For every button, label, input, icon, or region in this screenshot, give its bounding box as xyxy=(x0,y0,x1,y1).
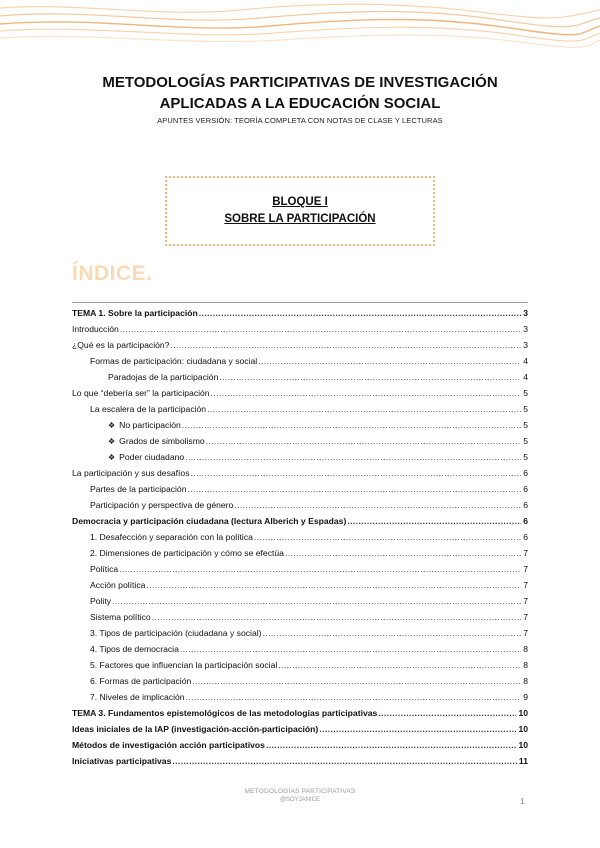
bloque-number: BLOQUE I xyxy=(272,196,328,208)
toc-entry-text: TEMA 3. Fundamentos epistemológicos de las metodologías participativas xyxy=(72,708,378,718)
toc-entry[interactable] xyxy=(108,452,528,463)
toc-entry[interactable] xyxy=(72,308,528,319)
toc-entry-page: 10 xyxy=(518,708,528,718)
toc-entry-page: 11 xyxy=(518,756,528,766)
toc-entry-label xyxy=(108,372,218,383)
toc-entry-label xyxy=(72,708,377,719)
toc-entry-text: Democracia y participación ciudadana (lectura Alberich y Espadas) xyxy=(72,516,347,526)
toc-entry-label xyxy=(90,548,284,559)
toc-entry-label xyxy=(90,644,179,655)
toc-dot-leader xyxy=(219,372,521,383)
toc-entry[interactable] xyxy=(90,356,528,367)
toc-entry-label xyxy=(90,564,118,575)
toc-dot-leader xyxy=(191,468,522,479)
toc-entry-text: Paradojas de la participación xyxy=(108,372,219,382)
toc-dot-leader xyxy=(112,596,521,607)
toc-entry-page: 3 xyxy=(523,324,528,334)
toc-entry-label xyxy=(90,580,145,591)
toc-entry[interactable] xyxy=(90,644,528,655)
toc-entry[interactable] xyxy=(90,532,528,543)
diamond-bullet-icon: ❖ xyxy=(108,453,116,462)
toc-entry[interactable] xyxy=(72,724,528,735)
toc-entry-text: Partes de la participación xyxy=(90,484,187,494)
toc-dot-leader xyxy=(347,516,521,527)
toc-entry-text: Lo que “debería ser” la participación xyxy=(72,388,210,398)
bloque-box xyxy=(165,176,435,246)
toc-entry[interactable] xyxy=(90,404,528,415)
toc-entry[interactable] xyxy=(72,388,528,399)
toc-entry-page: 6 xyxy=(523,484,528,494)
toc-dot-leader xyxy=(234,500,521,511)
toc-entry[interactable] xyxy=(72,468,528,479)
index-divider xyxy=(72,302,528,303)
page-number: 1 xyxy=(520,796,525,806)
index-heading: ÍNDICE. xyxy=(72,262,153,285)
toc-entry[interactable] xyxy=(72,324,528,335)
toc-entry-page: 7 xyxy=(523,612,528,622)
toc-entry-text: Grados de simbolismo xyxy=(119,436,205,446)
toc-entry-label xyxy=(90,596,111,607)
toc-entry-text: Introducción xyxy=(72,324,119,334)
toc-entry-text: Formas de participación: ciudadana y social xyxy=(90,356,258,366)
toc-dot-leader xyxy=(378,708,516,719)
toc-dot-leader xyxy=(263,628,522,639)
toc-entry-page: 6 xyxy=(523,500,528,510)
toc-entry[interactable] xyxy=(90,628,528,639)
toc-entry-page: 9 xyxy=(523,692,528,702)
toc-entry-text: ¿Qué es la participación? xyxy=(72,340,170,350)
toc-entry-page: 10 xyxy=(518,740,528,750)
toc-entry-label xyxy=(90,484,187,495)
toc-dot-leader xyxy=(199,308,521,319)
toc-entry[interactable] xyxy=(90,676,528,687)
toc-dot-leader xyxy=(192,676,521,687)
document-subtitle: APUNTES VERSIÓN: TEORÍA COMPLETA CON NOTAS DE CLASE Y LECTURAS xyxy=(157,116,443,125)
toc-dot-leader xyxy=(258,356,521,367)
toc-dot-leader xyxy=(119,564,521,575)
toc-dot-leader xyxy=(172,756,517,767)
toc-dot-leader xyxy=(254,532,521,543)
toc-entry[interactable] xyxy=(108,372,528,383)
toc-dot-leader xyxy=(185,452,521,463)
toc-entry-label xyxy=(108,420,181,431)
toc-entry-label xyxy=(108,452,184,463)
toc-entry[interactable] xyxy=(90,548,528,559)
toc-entry-label xyxy=(72,468,190,479)
toc-entry-text: Polity xyxy=(90,596,112,606)
document-title-line-1: METODOLOGÍAS PARTICIPATIVAS DE INVESTIGACIÓN xyxy=(102,74,498,91)
toc-entry[interactable] xyxy=(72,516,528,527)
toc-dot-leader xyxy=(170,340,521,351)
toc-entry-text: La participación y sus desafíos xyxy=(72,468,190,478)
toc-dot-leader xyxy=(206,436,522,447)
toc-dot-leader xyxy=(319,724,516,735)
toc-dot-leader xyxy=(211,388,522,399)
toc-entry-page: 5 xyxy=(523,452,528,462)
toc-entry-text: 6. Formas de participación xyxy=(90,676,192,686)
toc-entry-page: 6 xyxy=(523,532,528,542)
toc-entry-page: 7 xyxy=(523,596,528,606)
toc-entry-page: 7 xyxy=(523,564,528,574)
toc-entry-label xyxy=(72,340,169,351)
toc-entry-page: 5 xyxy=(523,404,528,414)
toc-entry-page: 7 xyxy=(523,580,528,590)
toc-entry-page: 5 xyxy=(523,420,528,430)
toc-entry[interactable] xyxy=(72,708,528,719)
toc-dot-leader xyxy=(285,548,521,559)
toc-entry-text: Poder ciudadano xyxy=(119,452,185,462)
toc-entry[interactable] xyxy=(108,420,528,431)
toc-entry-page: 7 xyxy=(523,548,528,558)
diamond-bullet-icon: ❖ xyxy=(108,421,116,430)
toc-entry-label xyxy=(90,404,206,415)
toc-entry-text: 3. Tipos de participación (ciudadana y social) xyxy=(90,628,262,638)
diamond-bullet-icon: ❖ xyxy=(108,437,116,446)
toc-entry[interactable] xyxy=(90,660,528,671)
toc-entry[interactable] xyxy=(72,756,528,767)
toc-entry[interactable] xyxy=(108,436,528,447)
toc-entry-text: Ideas iniciales de la IAP (investigación-acción-participación) xyxy=(72,724,319,734)
toc-entry-text: Iniciativas participativas xyxy=(72,756,172,766)
toc-entry-page: 3 xyxy=(523,340,528,350)
toc-entry-label xyxy=(90,660,277,671)
bloque-title: SOBRE LA PARTICIPACIÓN xyxy=(224,213,376,225)
toc-entry-text: 1. Desafección y separación con la política xyxy=(90,532,253,542)
toc-entry-label xyxy=(90,612,151,623)
toc-dot-leader xyxy=(146,580,521,591)
toc-entry-label xyxy=(90,676,191,687)
toc-entry-page: 8 xyxy=(523,676,528,686)
toc-entry-text: 2. Dimensiones de participación y cómo se efectúa xyxy=(90,548,284,558)
footer-title: METODOLOGÍAS PARTICIPATIVAS xyxy=(244,788,356,795)
toc-entry-page: 7 xyxy=(523,628,528,638)
toc-entry-label xyxy=(90,500,233,511)
toc-entry[interactable] xyxy=(90,564,528,575)
toc-entry-text: La escalera de la participación xyxy=(90,404,207,414)
toc-entry-page: 5 xyxy=(523,436,528,446)
toc-entry-text: Participación y perspectiva de género xyxy=(90,500,234,510)
toc-entry[interactable] xyxy=(90,484,528,495)
toc-dot-leader xyxy=(207,404,521,415)
toc-entry-label xyxy=(108,436,205,447)
toc-entry-label xyxy=(72,740,265,751)
toc-entry-label xyxy=(72,388,210,399)
toc-entry[interactable] xyxy=(72,740,528,751)
toc-entry[interactable] xyxy=(90,612,528,623)
toc-entry-text: Acción política xyxy=(90,580,146,590)
toc-entry-page: 6 xyxy=(523,516,528,526)
toc-entry-text: 7. Niveles de implicación xyxy=(90,692,185,702)
toc-entry-label xyxy=(72,756,171,767)
toc-entry[interactable] xyxy=(72,340,528,351)
toc-entry-page: 8 xyxy=(523,660,528,670)
toc-entry-text: Métodos de investigación acción participativos xyxy=(72,740,265,750)
toc-entry-page: 10 xyxy=(518,724,528,734)
toc-entry-text: 5. Factores que influencian la participación social xyxy=(90,660,278,670)
toc-entry-text: Sistema político xyxy=(90,612,151,622)
toc-entry-label xyxy=(72,324,119,335)
toc-dot-leader xyxy=(180,644,521,655)
footer-handle: @SOYJANICE xyxy=(279,797,321,803)
toc-entry-text: Política xyxy=(90,564,119,574)
toc-dot-leader xyxy=(120,324,521,335)
toc-entry-label xyxy=(90,356,257,367)
toc-entry-text: No participación xyxy=(119,420,181,430)
decorative-wave-header xyxy=(0,0,600,48)
document-title-line-2: APLICADAS A LA EDUCACIÓN SOCIAL xyxy=(159,95,441,112)
toc-dot-leader xyxy=(152,612,522,623)
toc-entry-label xyxy=(72,308,198,319)
toc-dot-leader xyxy=(278,660,521,671)
toc-entry-label xyxy=(72,516,346,527)
toc-entry[interactable] xyxy=(90,500,528,511)
toc-entry-page: 4 xyxy=(523,372,528,382)
toc-entry[interactable] xyxy=(90,596,528,607)
toc-entry-label xyxy=(90,532,253,543)
toc-entry[interactable] xyxy=(90,580,528,591)
toc-entry-label xyxy=(72,724,318,735)
toc-dot-leader xyxy=(186,692,522,703)
toc-entry-label xyxy=(90,628,262,639)
toc-entry-page: 3 xyxy=(523,308,528,318)
toc-entry-text: 4. Tipos de democracia xyxy=(90,644,179,654)
toc-dot-leader xyxy=(266,740,517,751)
toc-dot-leader xyxy=(182,420,521,431)
toc-entry-page: 5 xyxy=(523,388,528,398)
toc-entry[interactable] xyxy=(90,692,528,703)
toc-entry-page: 6 xyxy=(523,468,528,478)
toc-dot-leader xyxy=(188,484,522,495)
toc-entry-page: 4 xyxy=(523,356,528,366)
toc-entry-text: TEMA 1. Sobre la participación xyxy=(72,308,198,318)
toc-entry-label xyxy=(90,692,185,703)
toc-entry-page: 8 xyxy=(523,644,528,654)
